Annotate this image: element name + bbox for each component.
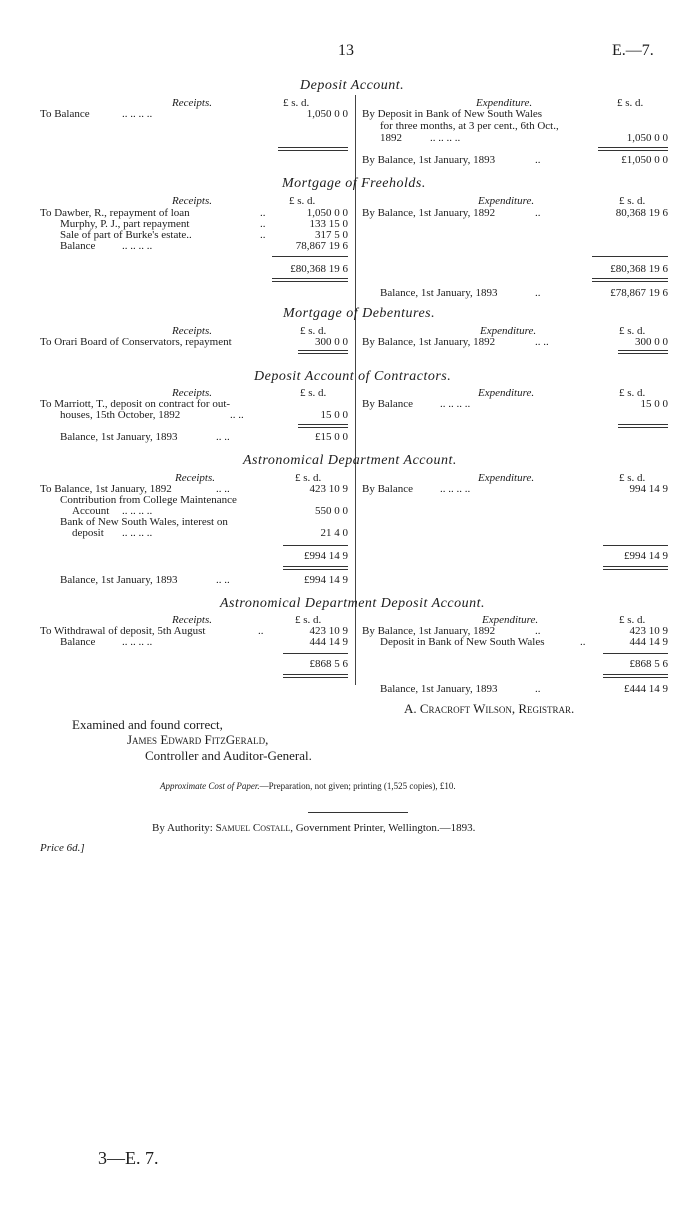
receipt-label: To Dawber, R., repayment of loan bbox=[40, 207, 190, 219]
leader-dots: .. .. .. .. bbox=[122, 527, 153, 539]
lsd-heading: £ s. d. bbox=[619, 472, 646, 484]
leader-dots: .. bbox=[535, 207, 541, 219]
balance-label: Balance, 1st January, 1893 bbox=[60, 574, 178, 586]
leader-dots: .. .. bbox=[535, 336, 549, 348]
receipt-label: To Withdrawal of deposit, 5th August bbox=[40, 625, 206, 637]
subtotal-rule bbox=[283, 653, 348, 654]
expenditure-amount: 994 14 9 bbox=[629, 483, 668, 495]
expenditure-heading: Expenditure. bbox=[480, 325, 537, 337]
total-rule bbox=[272, 278, 348, 282]
subtotal-rule bbox=[603, 653, 668, 654]
total-rule bbox=[283, 674, 348, 678]
receipts-heading: Receipts. bbox=[172, 195, 213, 207]
expenditure-heading: Expenditure. bbox=[478, 195, 535, 207]
receipts-heading: Receipts. bbox=[172, 614, 213, 626]
expenditure-amount: 80,368 19 6 bbox=[615, 207, 668, 219]
receipt-amount: 444 14 9 bbox=[309, 636, 348, 648]
balance-label: Balance, 1st January, 1893 bbox=[380, 287, 498, 299]
price: Price 6d.] bbox=[40, 842, 85, 854]
imprint-rest: Government Printer, Wellington.—1893. bbox=[295, 822, 476, 834]
receipt-amount: 1,050 0 0 bbox=[306, 207, 348, 219]
total-rule bbox=[298, 350, 348, 354]
receipt-label: Murphy, P. J., part repayment bbox=[60, 218, 190, 230]
imprint-prefix: By Authority: bbox=[152, 822, 213, 834]
leader-dots: .. .. .. .. bbox=[122, 636, 153, 648]
receipt-label: Bank of New South Wales, interest on bbox=[60, 516, 228, 528]
receipt-label: Balance bbox=[60, 240, 96, 252]
leader-dots: .. bbox=[260, 207, 266, 219]
receipt-amount: 78,867 19 6 bbox=[295, 240, 348, 252]
subtotal-rule bbox=[592, 256, 668, 257]
receipt-amount: 550 0 0 bbox=[315, 505, 348, 517]
receipt-label: Sale of part of Burke's estate.. bbox=[60, 229, 192, 241]
receipt-total: £80,368 19 6 bbox=[290, 263, 348, 275]
leader-dots: .. bbox=[580, 636, 586, 648]
lsd-heading: £ s. d. bbox=[289, 195, 316, 207]
expenditure-label: By Balance, 1st January, 1892 bbox=[362, 207, 496, 219]
lsd-heading: £ s. d. bbox=[619, 325, 646, 337]
leader-dots: .. bbox=[260, 229, 266, 241]
expenditure-heading: Expenditure. bbox=[478, 387, 535, 399]
examined-note: Examined and found correct, bbox=[72, 717, 223, 732]
receipt-amount: 1,050 0 0 bbox=[306, 108, 348, 120]
cost-note bbox=[160, 781, 456, 791]
expenditure-total: £80,368 19 6 bbox=[610, 263, 668, 275]
lsd-heading: £ s. d. bbox=[283, 97, 310, 109]
registrar-signature: A. Cracroft Wilson, Registrar. bbox=[404, 701, 575, 716]
expenditure-label: By Deposit in Bank of New South Wales bbox=[362, 108, 543, 120]
expenditure-label: Deposit in Bank of New South Wales bbox=[380, 636, 545, 648]
receipt-total: £994 14 9 bbox=[304, 550, 348, 562]
subtotal-rule bbox=[272, 256, 348, 257]
printer-name: Samuel Costall, bbox=[215, 822, 293, 834]
expenditure-heading: Expenditure. bbox=[478, 472, 535, 484]
leader-dots: .. .. .. .. bbox=[440, 483, 471, 495]
document-code: E.—7. bbox=[612, 42, 654, 59]
leader-dots: .. bbox=[260, 218, 266, 230]
receipt-total: £868 5 6 bbox=[309, 658, 348, 670]
leader-dots: .. .. bbox=[216, 431, 230, 443]
auditor-name: James Edward FitzGerald, bbox=[127, 732, 269, 747]
expenditure-heading: Expenditure. bbox=[476, 97, 533, 109]
expenditure-heading: Expenditure. bbox=[482, 614, 539, 626]
expenditure-total: £868 5 6 bbox=[629, 658, 668, 670]
section-title-deposit-account: Deposit Account. bbox=[300, 78, 405, 93]
balance-label: By Balance, 1st January, 1893 bbox=[362, 154, 496, 166]
total-rule bbox=[618, 350, 668, 354]
leader-dots: .. .. bbox=[216, 483, 230, 495]
receipt-label: Contribution from College Maintenance bbox=[60, 494, 237, 506]
total-rule bbox=[298, 424, 348, 428]
receipt-label: To Balance, 1st January, 1892 bbox=[40, 483, 172, 495]
expenditure-amount: 444 14 9 bbox=[629, 636, 668, 648]
cost-note-label: Approximate Cost of Paper. bbox=[160, 781, 260, 791]
leader-dots: .. bbox=[535, 683, 541, 695]
leader-dots: .. .. .. .. bbox=[122, 505, 153, 517]
balance-amount: £15 0 0 bbox=[315, 431, 348, 443]
receipt-label: Balance bbox=[60, 636, 96, 648]
expenditure-label: By Balance, 1st January, 1892 bbox=[362, 336, 496, 348]
expenditure-amount: 300 0 0 bbox=[635, 336, 668, 348]
section-title-deposit-contractors: Deposit Account of Contractors. bbox=[254, 369, 452, 384]
leader-dots: .. bbox=[535, 154, 541, 166]
lsd-heading: £ s. d. bbox=[619, 614, 646, 626]
footer-code: 3—E. 7. bbox=[98, 1148, 159, 1168]
lsd-heading: £ s. d. bbox=[300, 387, 327, 399]
receipt-label: houses, 15th October, 1892 bbox=[60, 409, 181, 421]
lsd-heading: £ s. d. bbox=[617, 97, 644, 109]
receipts-heading: Receipts. bbox=[172, 325, 213, 337]
lsd-heading: £ s. d. bbox=[295, 472, 322, 484]
balance-amount: £78,867 19 6 bbox=[610, 287, 668, 299]
expenditure-label: for three months, at 3 per cent., 6th Oct., bbox=[380, 120, 559, 132]
receipt-label: Account bbox=[72, 505, 110, 517]
balance-amount: £994 14 9 bbox=[304, 574, 348, 586]
subtotal-rule bbox=[603, 545, 668, 546]
leader-dots: .. bbox=[535, 287, 541, 299]
expenditure-label: 1892 bbox=[380, 132, 402, 144]
leader-dots: .. .. .. .. bbox=[430, 132, 461, 144]
balance-label: Balance, 1st January, 1893 bbox=[380, 683, 498, 695]
lsd-heading: £ s. d. bbox=[300, 325, 327, 337]
expenditure-label: By Balance, 1st January, 1892 bbox=[362, 625, 496, 637]
receipt-label: To Orari Board of Conservators, repayment bbox=[40, 336, 232, 348]
subtotal-rule bbox=[283, 545, 348, 546]
leader-dots: .. bbox=[535, 625, 541, 637]
receipt-amount: 317 5 0 bbox=[315, 229, 348, 241]
leader-dots: .. .. bbox=[230, 409, 244, 421]
page-number: 13 bbox=[338, 42, 354, 59]
expenditure-amount: 423 10 9 bbox=[629, 625, 668, 637]
leader-dots: .. .. .. .. bbox=[122, 108, 153, 120]
section-title-astronomical: Astronomical Department Account. bbox=[243, 453, 457, 468]
leader-dots: .. bbox=[258, 625, 264, 637]
section-title-mortgage-freeholds: Mortgage of Freeholds. bbox=[282, 176, 426, 191]
total-rule bbox=[603, 674, 668, 678]
receipts-heading: Receipts. bbox=[172, 387, 213, 399]
balance-label: Balance, 1st January, 1893 bbox=[60, 431, 178, 443]
lsd-heading: £ s. d. bbox=[295, 614, 322, 626]
receipt-amount: 423 10 9 bbox=[309, 625, 348, 637]
receipts-heading: Receipts. bbox=[175, 472, 216, 484]
leader-dots: .. .. .. .. bbox=[122, 240, 153, 252]
receipt-amount: 15 0 0 bbox=[320, 409, 348, 421]
leader-dots: .. .. .. .. bbox=[440, 398, 471, 410]
total-rule bbox=[603, 566, 668, 570]
expenditure-label: By Balance bbox=[362, 398, 414, 410]
imprint bbox=[152, 822, 475, 834]
receipt-amount: 423 10 9 bbox=[309, 483, 348, 495]
section-title-astronomical-deposit: Astronomical Department Deposit Account. bbox=[220, 596, 485, 611]
cost-note-text: —Preparation, not given; printing (1,525 copies), £10. bbox=[259, 781, 456, 791]
receipt-amount: 133 15 0 bbox=[309, 218, 348, 230]
total-rule bbox=[278, 147, 348, 151]
receipt-label: To Marriott, T., deposit on contract for out- bbox=[40, 398, 231, 410]
leader-dots: .. .. bbox=[216, 574, 230, 586]
expenditure-amount: 15 0 0 bbox=[640, 398, 668, 410]
total-rule bbox=[598, 147, 668, 151]
imprint-rule bbox=[308, 812, 408, 813]
total-rule bbox=[592, 278, 668, 282]
lsd-heading: £ s. d. bbox=[619, 387, 646, 399]
total-rule bbox=[283, 566, 348, 570]
expenditure-amount: 1,050 0 0 bbox=[626, 132, 668, 144]
balance-amount: £444 14 9 bbox=[624, 683, 668, 695]
section-title-mortgage-debentures: Mortgage of Debentures. bbox=[283, 306, 436, 321]
receipt-amount: 21 4 0 bbox=[320, 527, 348, 539]
receipt-label: To Balance bbox=[40, 108, 90, 120]
total-rule bbox=[618, 424, 668, 428]
receipts-heading: Receipts. bbox=[172, 97, 213, 109]
auditor-office: Controller and Auditor-General. bbox=[145, 748, 312, 763]
expenditure-label: By Balance bbox=[362, 483, 414, 495]
receipt-amount: 300 0 0 bbox=[315, 336, 348, 348]
lsd-heading: £ s. d. bbox=[619, 195, 646, 207]
expenditure-total: £994 14 9 bbox=[624, 550, 668, 562]
balance-amount: £1,050 0 0 bbox=[621, 154, 668, 166]
receipt-label: deposit bbox=[72, 527, 104, 539]
